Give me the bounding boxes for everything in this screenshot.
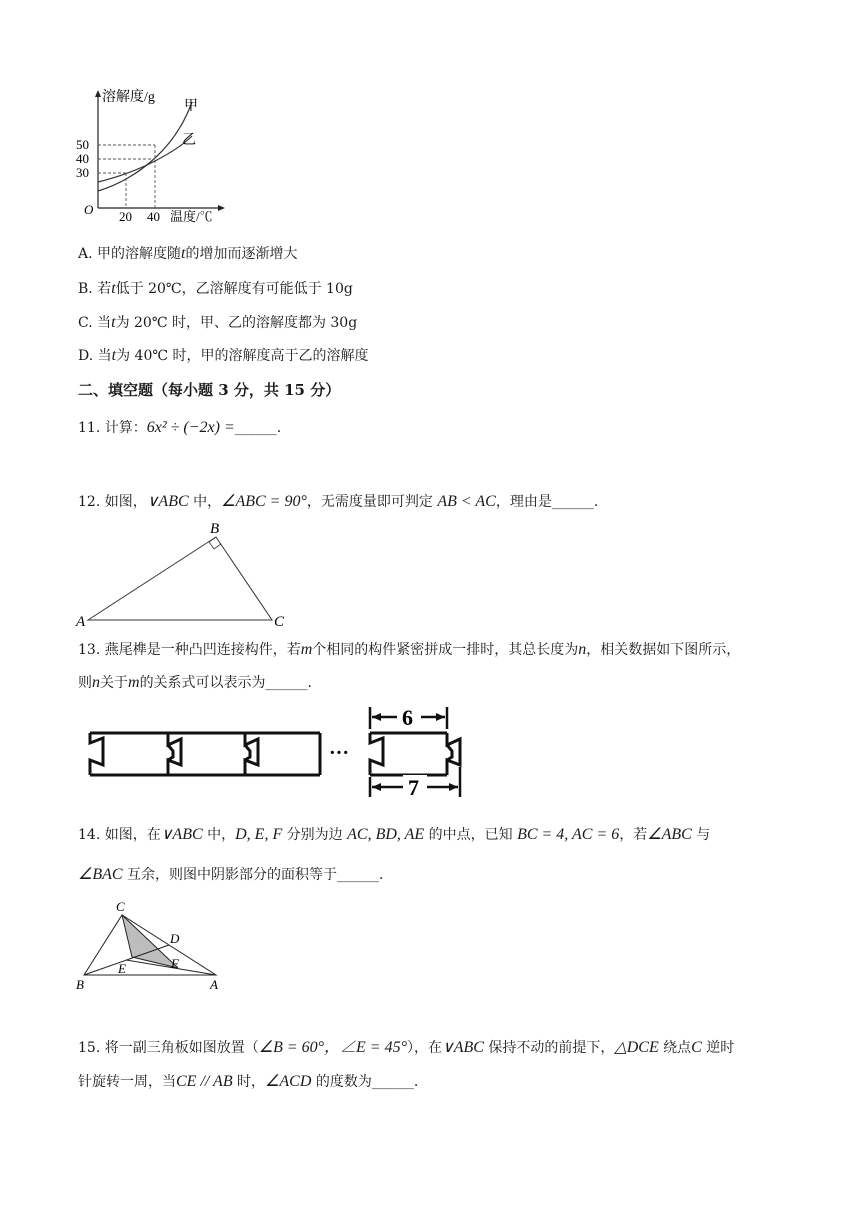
graph-xtick-20: 20 (119, 209, 132, 224)
figure-12-triangle (74, 520, 304, 630)
q15-text-f: 针旋转一周，当 (78, 1074, 176, 1090)
fig12-label-c: C (274, 614, 285, 630)
q14-angle-2: ∠BAC (78, 866, 123, 883)
fig13-dim-bottom: 7 (408, 775, 419, 800)
question-12 (78, 492, 598, 512)
q14-text-e: ，若 (619, 827, 648, 843)
q15-triangle-2: △DCE (614, 1039, 659, 1056)
q15-text-b: ），在 (407, 1040, 443, 1056)
q14-text-d: 的中点，已知 (424, 827, 518, 843)
fig13-ellipsis: ··· (329, 742, 350, 764)
q12-triangle: ∨ABC (146, 493, 189, 510)
q13-var-m: m (300, 641, 313, 658)
q13-text-e: 关于 (100, 675, 128, 691)
q13-text-d: 则 (78, 675, 92, 691)
solubility-graph (70, 86, 230, 226)
fig12-label-a: A (76, 614, 86, 630)
option-a-rest: 的增加而逐渐增大 (185, 246, 298, 262)
q14-text-f: 与 (691, 827, 711, 843)
option-a-label: A. 甲的溶解度随 (78, 246, 182, 262)
q11-prefix: 11. 计算： (78, 420, 147, 436)
fig14-label-b: B (76, 977, 84, 992)
q15-triangle: ∨ABC (442, 1039, 484, 1056)
q15-text-d: 绕点 (658, 1040, 692, 1056)
figure-14-triangle (74, 895, 234, 995)
q14-angle-1: ∠ABC (647, 826, 692, 843)
q13-var-m-2: m (128, 674, 140, 691)
option-c-rest: 为 20℃ 时，甲、乙的溶解度都为 30g (115, 315, 358, 331)
q15-point: C (691, 1039, 702, 1056)
figure-13-dovetail (85, 705, 475, 805)
q15-condition: ∠B = 60°，∠E = 45° (258, 1039, 408, 1056)
q14-sides: AC, BD, AE (347, 826, 425, 843)
fig14-label-c: C (116, 899, 125, 914)
graph-curve-yi-label: 乙 (182, 133, 196, 148)
q15-text-a: 15. 将一副三角板如图放置（ (78, 1040, 259, 1056)
option-c-label: C. 当 (78, 315, 112, 331)
q15-angle: ∠ACD (265, 1073, 312, 1090)
fig14-label-a: A (210, 977, 218, 992)
q15-text-e: 逆时 (701, 1040, 735, 1056)
q13-text-c: ，相关数据如下图所示， (586, 642, 741, 658)
q11-blank: ______. (234, 420, 282, 436)
q15-text-g: 时， (232, 1074, 266, 1090)
graph-origin: O (84, 202, 94, 217)
q14-points: D, E, F (235, 826, 283, 843)
graph-ytick-30: 30 (76, 165, 89, 180)
graph-ytick-40: 40 (76, 151, 89, 166)
option-d-label: D. 当 (78, 348, 112, 364)
question-14-line1 (78, 825, 710, 845)
q11-expression: 6x² ÷ (−2x) = (146, 419, 235, 436)
question-11 (78, 418, 281, 438)
q14-given: BC = 4, AC = 6 (517, 826, 620, 843)
option-a (78, 244, 297, 264)
question-14-line2 (78, 865, 383, 885)
q12-angle: ∠ABC = 90° (221, 493, 307, 510)
fig14-label-d: D (170, 931, 180, 946)
q15-text-c: 保持不动的前提下， (483, 1040, 615, 1056)
fig14-label-f: F (171, 956, 179, 971)
fig13-dim-top: 6 (402, 705, 413, 730)
q15-text-h: 的度数为______. (311, 1074, 419, 1090)
q14-text-g: 互余，则图中阴影部分的面积等于______. (122, 867, 384, 883)
q15-parallel: CE // AB (176, 1073, 233, 1090)
section-heading: 二、填空题（每小题 3 分，共 15 分） (78, 381, 341, 399)
q13-text-b: 个相同的构件紧密拼成一排时，其总长度为 (312, 642, 579, 658)
question-13-line2 (78, 673, 312, 693)
option-d (78, 346, 368, 366)
graph-curve-jia-label: 甲 (184, 99, 198, 114)
option-c (78, 313, 357, 333)
question-15-line2 (78, 1072, 418, 1092)
option-b-label: B. 若 (78, 281, 112, 297)
option-b-rest: 低于 20℃，乙溶解度有可能低于 10g (115, 281, 353, 297)
q12-mid: 中， (188, 494, 222, 510)
fig14-label-e: E (118, 961, 126, 976)
q14-text-a: 14. 如图，在 (78, 827, 161, 843)
graph-xtick-40: 40 (147, 209, 160, 224)
q13-text-f: 的关系式可以表示为______. (139, 675, 313, 691)
q12-inequality: AB < AC (437, 493, 496, 510)
q14-triangle: ∨ABC (160, 826, 203, 843)
q13-var-n: n (578, 641, 587, 658)
q12-prefix: 12. 如图， (78, 494, 147, 510)
graph-ylabel: 溶解度/g (102, 90, 155, 105)
option-c-var: t (111, 314, 116, 331)
q13-text-a: 13. 燕尾榫是一种凸凹连接构件，若 (78, 642, 301, 658)
fig12-label-b: B (210, 521, 220, 537)
q12-rest: ，无需度量即可判定 (306, 494, 438, 510)
question-15-line1 (78, 1038, 734, 1058)
graph-ytick-50: 50 (76, 137, 89, 152)
option-b-var: t (111, 280, 116, 297)
option-b (78, 279, 353, 299)
option-d-rest: 为 40℃ 时，甲的溶解度高于乙的溶解度 (116, 348, 369, 364)
q13-var-n-2: n (92, 674, 100, 691)
q14-text-c: 分别为边 (282, 827, 348, 843)
q12-tail: ，理由是______. (495, 494, 599, 510)
option-a-var: t (181, 245, 186, 262)
option-d-var: t (111, 347, 117, 364)
question-13-line1 (78, 640, 740, 660)
graph-xlabel: 温度/℃ (170, 209, 213, 224)
q14-text-b: 中， (202, 827, 236, 843)
